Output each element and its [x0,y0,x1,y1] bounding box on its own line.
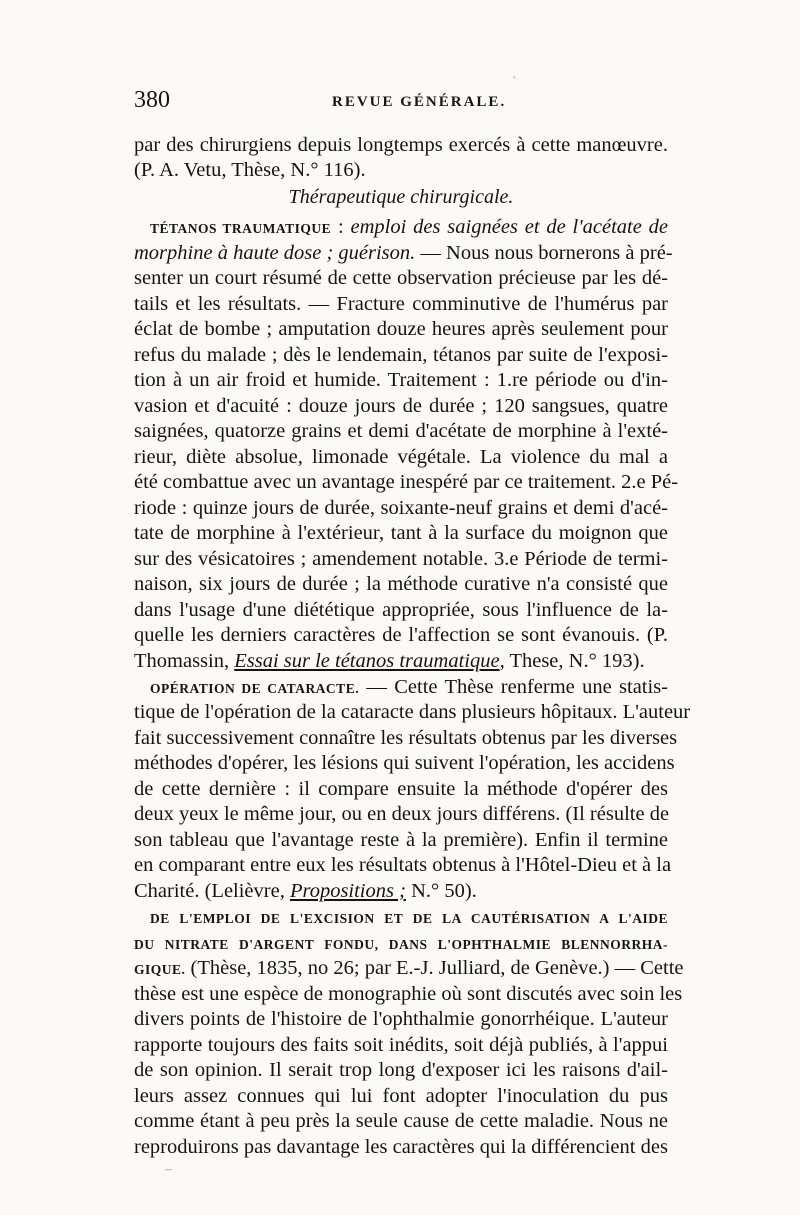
text-run: Thérapeutique chirurgicale. [288,186,514,208]
text-run: — Nous nous bornerons à pré- [415,242,673,264]
text-run: reproduirons pas davantage les caractères qui la différencient des [134,1136,668,1158]
text-run: thèse est une espèce de monographie où sont discutés avec soin les [134,983,683,1005]
text-line [134,132,668,158]
text-run: de cette dernière : il compare ensuite la méthode d'opérer des [134,778,668,800]
text-run: leurs assez connues qui lui font adopter l'inoculation du pus [134,1085,668,1107]
text-line [134,597,668,623]
text-run: été combattue avec un avantage inespéré par ce traitement. 2.e Pé- [134,471,679,493]
text-line [134,699,691,725]
page-header [134,87,668,117]
text-run: Charité. (Lelièvre, [134,880,290,902]
text-run: emploi des saignées et de l'acétate de [350,216,669,238]
text-line [134,265,668,291]
text-run: divers points de l'histoire de l'ophthalmie gonorrhéique. L'auteur [134,1008,668,1030]
text-run: (Thèse, 1835, no 26; par E.-J. Julliard, de Genève.) — Cette [185,957,684,979]
text-line [134,240,673,266]
text-line [134,750,675,776]
text-line [134,852,672,878]
text-run: Thomassin, [134,650,235,672]
text-line [134,469,679,495]
text-run: refus du malade ; dès le lendemain, tétanos par suite de l'exposi- [134,344,668,366]
text-line [134,157,366,183]
text-line [134,648,645,674]
text-line [134,291,668,317]
text-run: tails et les résultats. — Fracture comminutive de l'humérus par [134,293,668,315]
text-line [134,622,668,648]
text-run: son tableau que l'avantage reste à la première). Enfin il termine [134,829,668,851]
text-run: Propositions ; [289,880,406,902]
text-line [134,367,668,393]
text-run: deux yeux le même jour, ou en deux jours différens. (Il résulte de [134,803,670,825]
text-run: éclat de bombe ; amputation douze heures après seulement pour [134,318,668,340]
text-line [134,955,684,983]
text-line [134,495,668,521]
text-run: Essai sur le tétanos traumatique [234,650,500,672]
text-line [134,546,668,572]
text-line [134,1032,668,1058]
text-run: sur des vésicatoires ; amendement notable. 3.e Période de termi- [134,548,668,570]
text-line [134,1057,668,1083]
text-line [134,1134,668,1160]
text-run: : [331,216,351,238]
text-run: riode : quinze jours de durée, soixante-neuf grains et demi d'acé- [134,497,668,519]
text-line [134,393,668,419]
text-run: quelle les derniers caractères de l'affection se sont évanouis. (P. [134,624,668,646]
section-heading: DU NITRATE D'ARGENT FONDU, DANS L'OPHTHALMIE BLENNORRHA- [134,937,668,952]
text-run: rieur, diète absolue, limonade végétale. La violence du mal a [134,446,668,468]
text-run: en comparant entre eux les résultats obtenus à l'Hôtel-Dieu et à la [134,854,672,876]
text-line [134,444,668,470]
print-mark: ` [512,75,517,90]
text-line [134,418,668,444]
text-run: de son opinion. Il serait trop long d'exposer ici les raisons d'ail- [134,1059,668,1081]
text-run: dans l'usage d'une diététique appropriée, sous l'influence de la- [134,599,668,621]
text-line [134,184,668,210]
text-run: naison, six jours de durée ; la méthode curative n'a consisté que [134,573,668,595]
text-run: par des chirurgiens depuis longtemps exercés à cette manœuvre. [134,134,668,156]
text-run: senter un court résumé de cette observation précieuse par les dé- [134,267,668,289]
section-heading: GIQUE. [134,962,186,977]
text-run: morphine à haute dose ; guérison. [134,242,416,264]
section-heading: DE L'EMPLOI DE L'EXCISION ET DE LA CAUTÉRISATION A L'AIDE [150,911,668,926]
text-line [134,827,668,853]
text-run: rapporte toujours des faits soit inédits, soit déjà publiés, à l'appui [134,1034,668,1056]
text-line [134,878,477,904]
text-run: saignées, quatorze grains et demi d'acétate de morphine à l'exté- [134,420,668,442]
text-line [134,801,668,827]
text-line [134,1108,668,1134]
text-run: méthodes d'opérer, les lésions qui suivent l'opération, les accidens [134,752,675,774]
page-number: 380 [134,87,170,113]
text-line [134,1006,668,1032]
text-line [134,981,683,1007]
running-head: REVUE GÉNÉRALE. [332,94,507,110]
text-run: tique de l'opération de la cataracte dans plusieurs hôpitaux. L'auteur [134,701,691,723]
text-line [150,674,668,702]
text-line [150,904,668,932]
text-run: — Cette Thèse renferme une statis- [359,676,668,698]
text-line [134,1083,668,1109]
text-run: tion à un air froid et humide. Traitement : 1.re période ou d'in- [134,369,668,391]
text-run: vasion et d'acuité : douze jours de durée ; 120 sangsues, quatre [134,395,668,417]
text-run: N.° 50). [405,880,477,902]
print-mark: – [165,1162,172,1177]
text-line [150,214,668,242]
section-heading: OPÉRATION DE CATARACTE. [150,681,360,696]
text-run: tate de morphine à l'extérieur, tant à la surface du moignon que [134,522,668,544]
text-line [134,725,678,751]
text-line [134,316,668,342]
text-line [134,342,668,368]
text-run: comme étant à peu près la seule cause de cette maladie. Nous ne [134,1110,668,1132]
section-heading: TÉTANOS TRAUMATIQUE [150,221,332,236]
text-run: (P. A. Vetu, Thèse, N.° 116). [134,159,366,181]
text-line [134,930,668,958]
text-line [134,776,668,802]
text-line [134,520,668,546]
text-run: , These, N.° 193). [499,650,645,672]
text-run: fait successivement connaître les résultats obtenus par les diverses [134,727,678,749]
text-line [134,571,668,597]
